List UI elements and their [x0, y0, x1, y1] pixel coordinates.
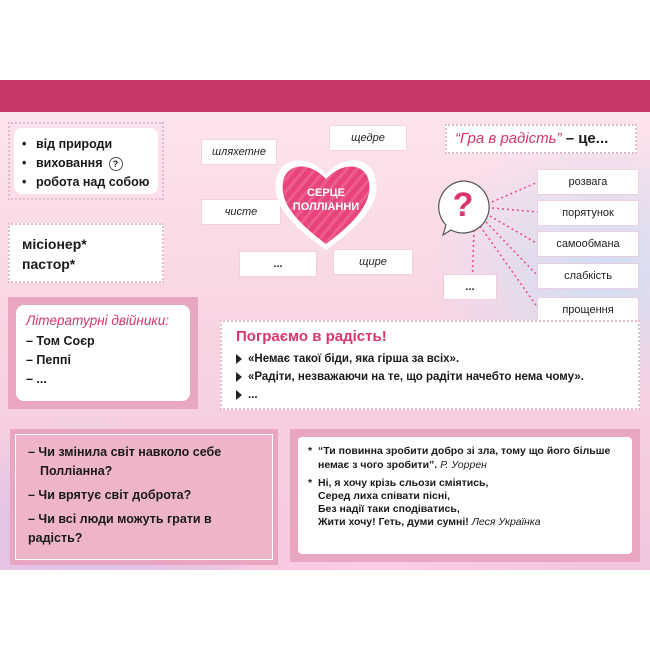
heart-caption-line: ПОЛЛІАННИ [292, 201, 360, 213]
question-line: – Чи врятує світ доброта? [28, 488, 192, 502]
twins-item: – Том Соєр [26, 334, 95, 348]
game-title-suffix: – це... [561, 130, 609, 147]
quotes-panel [290, 429, 640, 562]
quote-ukrainka [308, 477, 622, 529]
origins-item [22, 135, 150, 154]
heart-word-ellipsis: ... [240, 252, 316, 276]
game-title: “Гра в радість” [455, 130, 562, 147]
heart-word-noble: шляхетне [202, 140, 276, 164]
game-option-ellipsis: ... [444, 275, 496, 299]
quote-author: Р. Уоррен [440, 459, 487, 471]
play-item-text: ... [248, 389, 258, 401]
twins-title: Літературні двійники: [26, 313, 169, 328]
twins-item: – ... [26, 372, 47, 386]
triangle-bullet-icon [236, 354, 242, 364]
quote-bullet: * [308, 477, 313, 489]
quote-bullet: * [308, 445, 313, 457]
question-icon: ? [109, 157, 123, 171]
origins-item-label: виховання [36, 156, 103, 170]
heart-caption [270, 186, 382, 214]
play-item [236, 386, 624, 404]
origins-item [22, 154, 150, 173]
quote-line: Ні, я хочу крізь сльози сміятись, [318, 477, 489, 489]
quote-line: Без надії таки сподіватись, [318, 503, 460, 515]
profession-line: пастор* [22, 256, 76, 272]
question-mark: ? [452, 186, 474, 224]
origins-item [22, 173, 150, 192]
quote-line-text: немає з чого зробити”. [318, 459, 438, 471]
worksheet [0, 80, 650, 570]
quote-author: Леся Українка [471, 516, 541, 528]
questions-panel [10, 429, 278, 565]
question-line: – Чи всі люди можуть грати в радість? [28, 512, 212, 545]
profession-line: місіонер* [22, 236, 87, 252]
quote-line [318, 458, 622, 472]
quote-line [318, 516, 622, 529]
heart-word-pure: чисте [202, 200, 280, 224]
quote-warren [308, 444, 622, 472]
heart-caption-line: СЕРЦЕ [307, 187, 345, 199]
professions-panel [8, 223, 164, 283]
quote-line-text: Жити хочу! Геть, думи сумні! [318, 516, 469, 528]
question-bubble-icon [434, 178, 492, 236]
game-option: слабкість [538, 264, 638, 288]
quotes-card [298, 437, 632, 554]
questions-card [15, 434, 273, 560]
origins-panel [8, 122, 164, 200]
game-option: порятунок [538, 201, 638, 225]
heart-word-generous: щедре [330, 126, 406, 150]
origins-list [22, 135, 150, 192]
twins-panel [8, 297, 198, 409]
twins-item: – Пеппі [26, 353, 71, 367]
triangle-bullet-icon [236, 390, 242, 400]
heart-word-sincere: щире [334, 250, 412, 274]
origins-item-label: робота над собою [36, 175, 150, 189]
quote-line: “Ти повинна зробити добро зі зла, тому що його більше [318, 445, 611, 457]
play-item-text: «Немає такої біди, яка гірша за всіх». [248, 353, 460, 365]
origins-item-label: від природи [36, 137, 113, 151]
play-item [236, 350, 624, 368]
header-band [0, 80, 650, 112]
question-line: – Чи змінила світ навколо себе [28, 445, 222, 459]
play-item-text: «Радіти, незважаючи на те, що радіти начебто нема чому». [248, 371, 584, 383]
question-line: Полліанна? [40, 464, 113, 478]
game-option: розвага [538, 170, 638, 194]
quote-line: Серед лиха співати пісні, [318, 490, 451, 502]
game-option: прощення [538, 298, 638, 322]
twins-card [16, 305, 190, 401]
game-option: самообмана [538, 232, 638, 256]
origins-card [14, 128, 158, 194]
play-panel [220, 320, 640, 410]
triangle-bullet-icon [236, 372, 242, 382]
play-title: Пограємо в радість! [236, 328, 387, 345]
play-item [236, 368, 624, 386]
game-title-box [445, 124, 637, 154]
heart-icon [270, 146, 382, 258]
